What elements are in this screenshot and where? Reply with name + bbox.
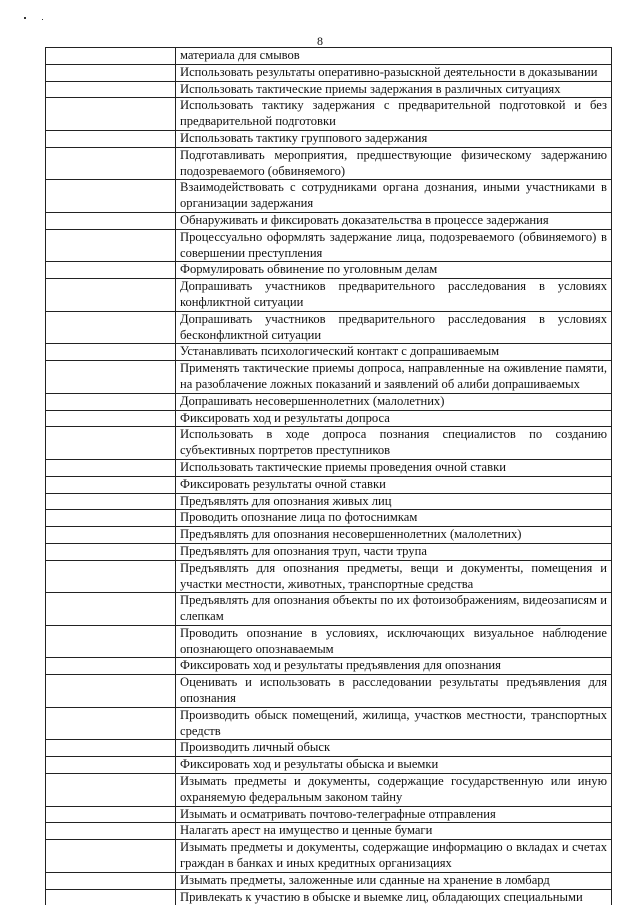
competency-cell [46,130,176,147]
competency-cell [46,410,176,427]
competency-cell [46,872,176,889]
skill-cell: Оценивать и использовать в расследовании результаты предъявления для опознания [176,675,612,708]
skill-cell: Использовать в ходе допроса познания специалистов по созданию субъективных портретов преступников [176,427,612,460]
competency-cell [46,212,176,229]
competency-cell [46,806,176,823]
competency-cell [46,675,176,708]
table-row [46,510,612,527]
skill-cell: Фиксировать ход и результаты допроса [176,410,612,427]
competency-cell [46,527,176,544]
table-row [46,675,612,708]
competency-cell [46,625,176,658]
competency-cell [46,593,176,626]
skill-cell: Допрашивать несовершеннолетних (малолетних) [176,393,612,410]
skill-cell: Использовать тактику группового задержания [176,130,612,147]
skill-cell: Использовать результаты оперативно-разыскной деятельности в доказывании [176,64,612,81]
table-row [46,64,612,81]
table-row [46,840,612,873]
table-row [46,229,612,262]
skills-table-wrapper [45,47,612,905]
scan-speck [24,17,26,19]
competency-cell [46,147,176,180]
competency-cell [46,427,176,460]
competency-cell [46,774,176,807]
competency-cell [46,840,176,873]
skill-cell: Формулировать обвинение по уголовным делам [176,262,612,279]
table-row [46,658,612,675]
skill-cell: Обнаруживать и фиксировать доказательства в процессе задержания [176,212,612,229]
skill-cell: Допрашивать участников предварительного расследования в условиях бесконфликтной ситуации [176,311,612,344]
scan-speck [42,19,43,20]
competency-cell [46,459,176,476]
skill-cell: Предъявлять для опознания объекты по их фотоизображениям, видеозаписям и слепкам [176,593,612,626]
competency-cell [46,393,176,410]
table-row [46,740,612,757]
competency-cell [46,757,176,774]
competency-cell [46,543,176,560]
skill-cell: Производить обыск помещений, жилища, участков местности, транспортных средств [176,707,612,740]
skill-cell: Привлекать к участию в обыске и выемке лиц, обладающих специальными [176,889,612,905]
skill-cell: Фиксировать ход и результаты предъявления для опознания [176,658,612,675]
competency-cell [46,98,176,131]
competency-cell [46,493,176,510]
skill-cell: Фиксировать ход и результаты обыска и выемки [176,757,612,774]
table-row [46,774,612,807]
competency-cell [46,48,176,65]
table-row [46,527,612,544]
competency-cell [46,658,176,675]
table-row [46,393,612,410]
table-row [46,147,612,180]
skill-cell: Предъявлять для опознания несовершеннолетних (малолетних) [176,527,612,544]
skill-cell: Процессуально оформлять задержание лица, подозреваемого (обвиняемого) в совершении преступления [176,229,612,262]
skill-cell: Изымать предметы, заложенные или сданные на хранение в ломбард [176,872,612,889]
competency-cell [46,740,176,757]
skill-cell: Изымать предметы и документы, содержащие государственную или иную охраняемую федеральным законом тайну [176,774,612,807]
table-row [46,889,612,905]
table-row [46,311,612,344]
page-number: 8 [317,34,323,48]
skill-cell: Применять тактические приемы допроса, направленные на оживление памяти, на разоблачение ложных показаний и заявлений об алиби допрашиваемых [176,361,612,394]
skill-cell: Подготавливать мероприятия, предшествующие физическому задержанию подозреваемого (обвиняемого) [176,147,612,180]
competency-cell [46,81,176,98]
table-row [46,823,612,840]
table-row [46,593,612,626]
table-row [46,707,612,740]
table-row [46,543,612,560]
table-row [46,872,612,889]
table-row [46,625,612,658]
skill-cell: Использовать тактические приемы задержания в различных ситуациях [176,81,612,98]
competency-cell [46,344,176,361]
skill-cell: Допрашивать участников предварительного расследования в условиях конфликтной ситуации [176,279,612,312]
skill-cell: Предъявлять для опознания живых лиц [176,493,612,510]
competency-cell [46,510,176,527]
skill-cell: Использовать тактические приемы проведения очной ставки [176,459,612,476]
table-row [46,476,612,493]
table-row [46,180,612,213]
table-row [46,806,612,823]
competency-cell [46,560,176,593]
competency-cell [46,823,176,840]
competency-cell [46,889,176,905]
competency-cell [46,476,176,493]
skills-table [45,47,612,905]
competency-cell [46,229,176,262]
skill-cell: Взаимодействовать с сотрудниками органа дознания, иными участниками в организации задержания [176,180,612,213]
skill-cell: Устанавливать психологический контакт с допрашиваемым [176,344,612,361]
competency-cell [46,180,176,213]
skill-cell: Использовать тактику задержания с предварительной подготовкой и без предварительной подготовки [176,98,612,131]
table-row [46,560,612,593]
skill-cell: Изымать предметы и документы, содержащие информацию о вкладах и счетах граждан в банках и иных кредитных организациях [176,840,612,873]
skill-cell: Предъявлять для опознания труп, части трупа [176,543,612,560]
table-row [46,459,612,476]
competency-cell [46,707,176,740]
table-row [46,493,612,510]
table-row [46,279,612,312]
table-row [46,98,612,131]
table-row [46,130,612,147]
skill-cell: материала для смывов [176,48,612,65]
table-row [46,212,612,229]
skill-cell: Фиксировать результаты очной ставки [176,476,612,493]
competency-cell [46,64,176,81]
competency-cell [46,311,176,344]
table-row [46,48,612,65]
table-row [46,410,612,427]
skill-cell: Предъявлять для опознания предметы, вещи и документы, помещения и участки местности, животных, транспортные средства [176,560,612,593]
table-row [46,344,612,361]
table-row [46,361,612,394]
competency-cell [46,262,176,279]
skill-cell: Производить личный обыск [176,740,612,757]
skill-cell: Налагать арест на имущество и ценные бумаги [176,823,612,840]
skill-cell: Проводить опознание лица по фотоснимкам [176,510,612,527]
table-row [46,427,612,460]
skills-table-body [46,48,612,905]
competency-cell [46,361,176,394]
skill-cell: Изымать и осматривать почтово-телеграфные отправления [176,806,612,823]
competency-cell [46,279,176,312]
skill-cell: Проводить опознание в условиях, исключающих визуальное наблюдение опознающего опознаваемым [176,625,612,658]
table-row [46,757,612,774]
table-row [46,262,612,279]
table-row [46,81,612,98]
